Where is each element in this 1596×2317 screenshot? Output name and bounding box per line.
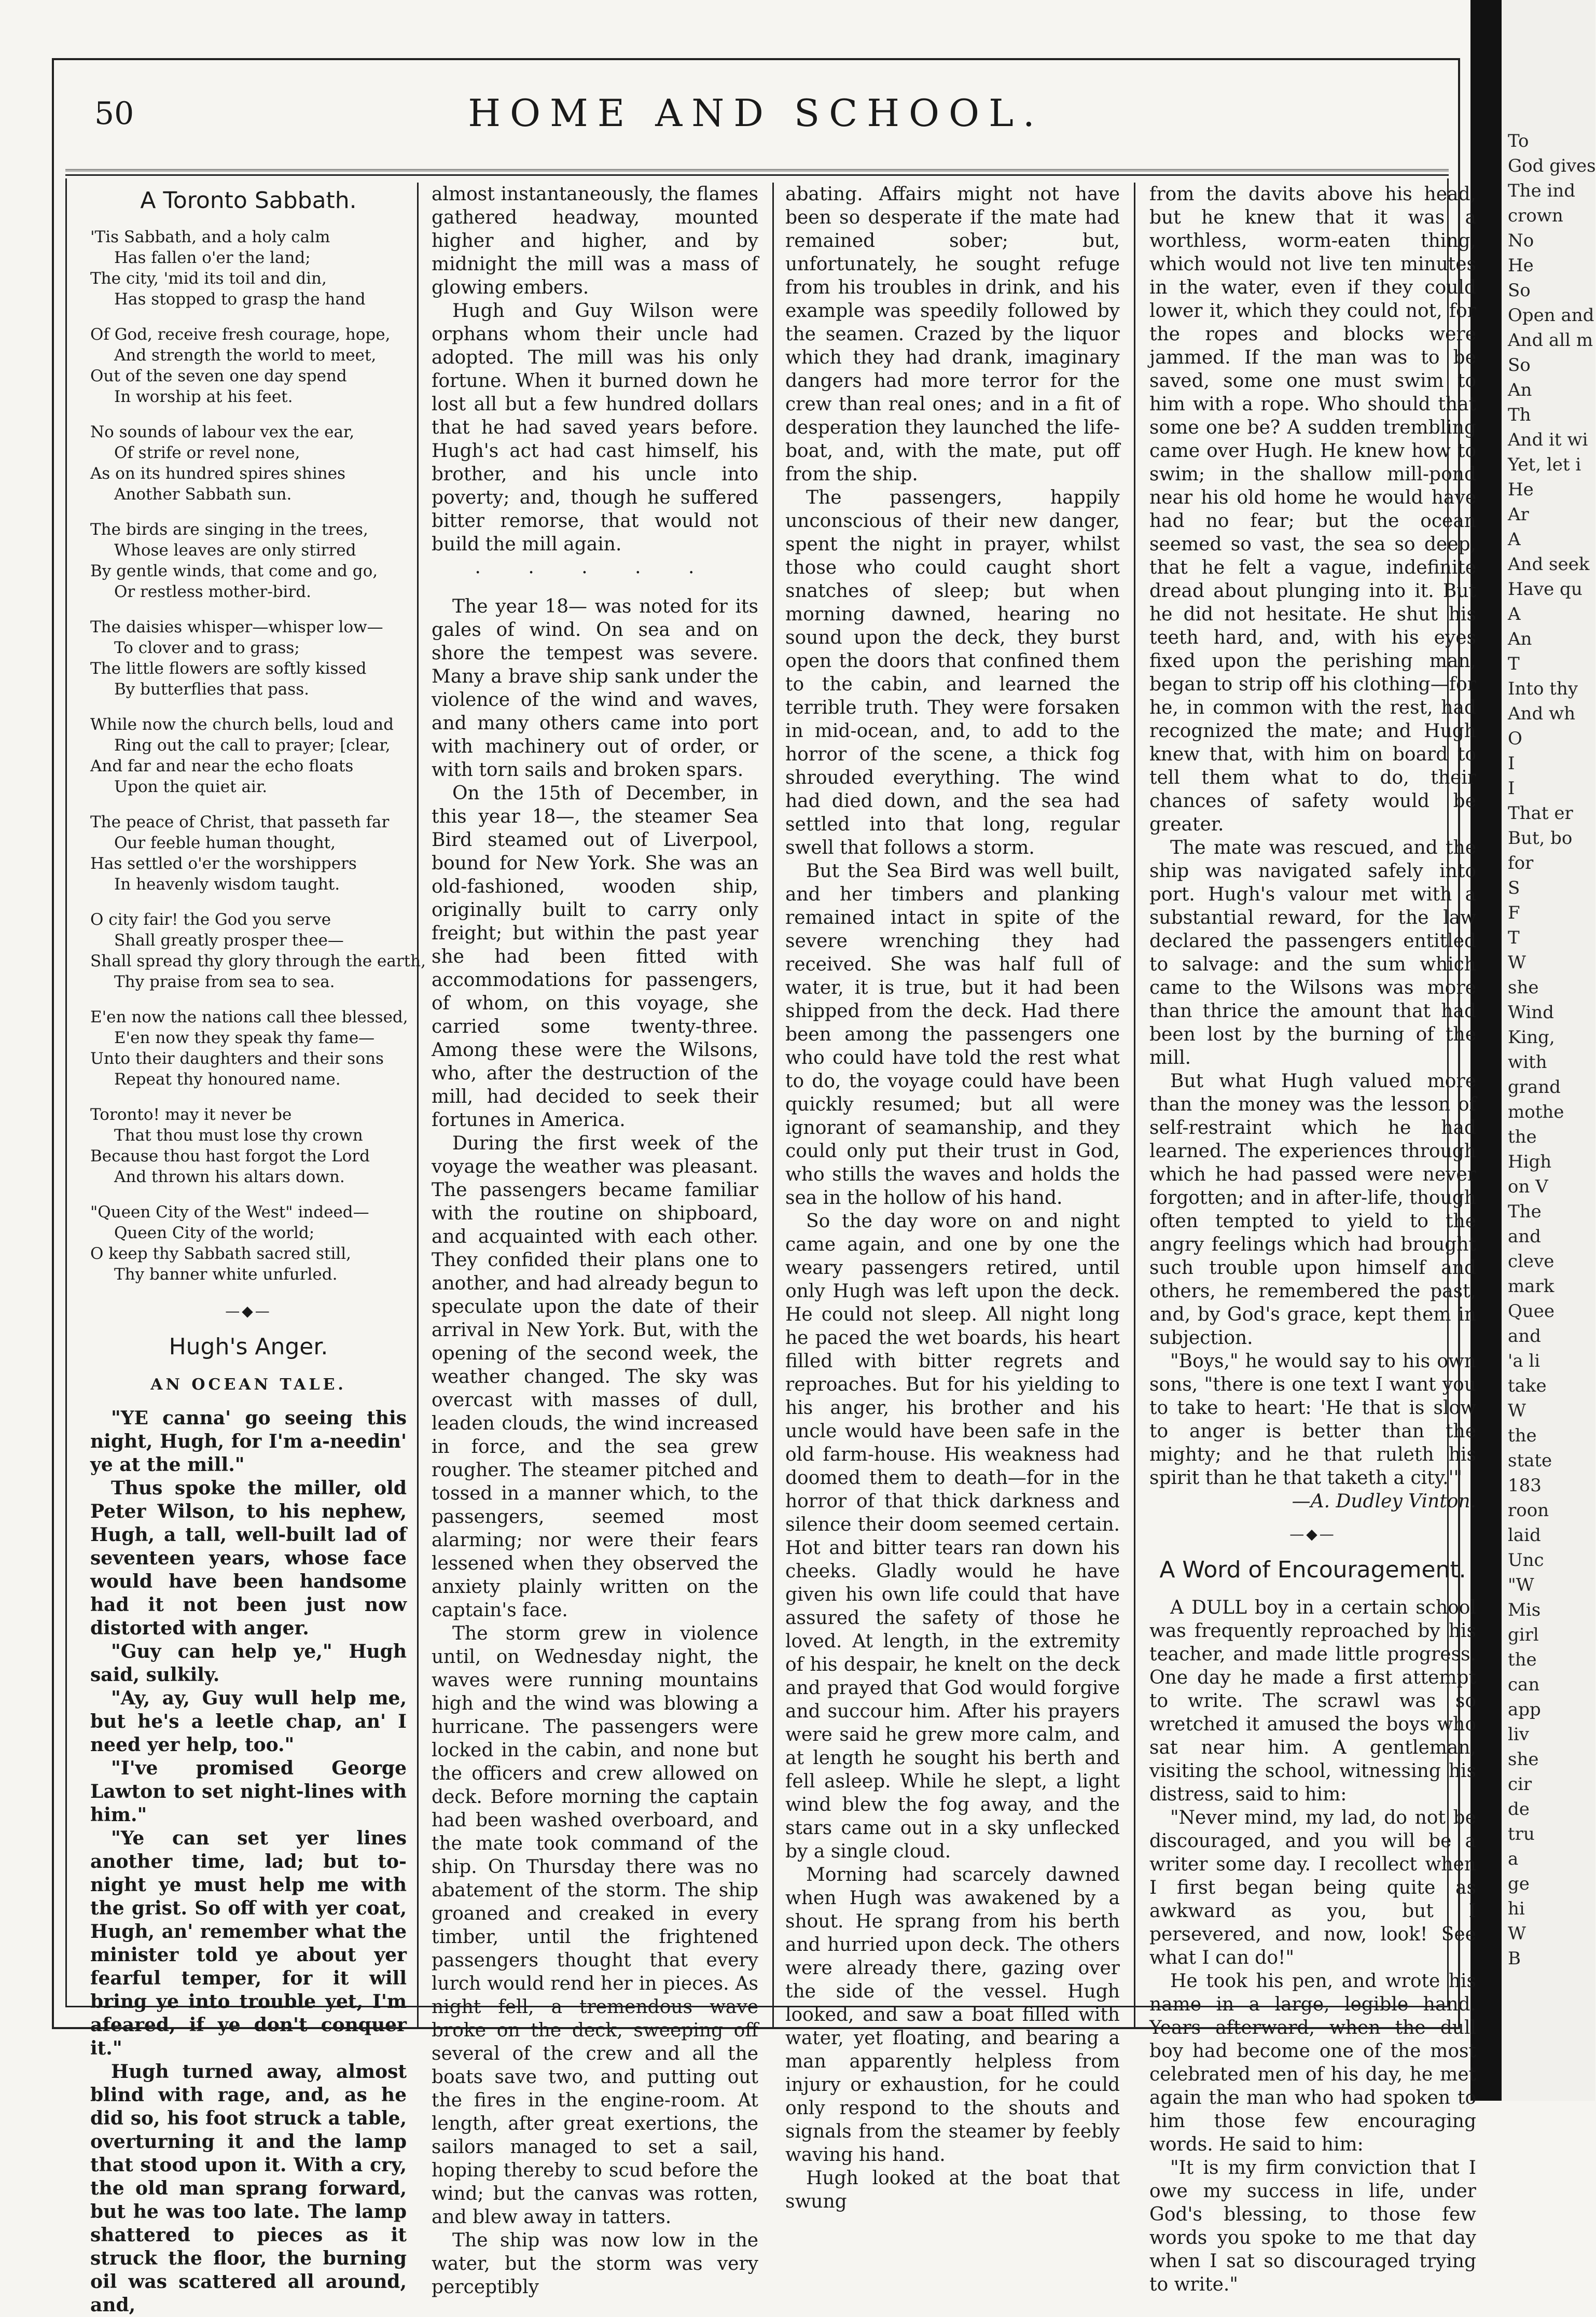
poem-line: O keep thy Sabbath sacred still, [90, 1244, 351, 1263]
poem-line: Of God, receive fresh courage, hope, [90, 325, 391, 344]
poem-line: O city fair! the God you serve [90, 910, 331, 929]
adjacent-page-text: and [1508, 1226, 1541, 1247]
column-rule [417, 183, 419, 2029]
header-rule [65, 169, 1449, 176]
adjacent-page-text: He [1508, 479, 1534, 500]
poem-line: Unto their daughters and their sons [90, 1049, 384, 1068]
poem-line: In heavenly wisdom taught. [114, 875, 340, 894]
column-2 [432, 183, 758, 2298]
poem-line: The birds are singing in the trees, [90, 520, 368, 539]
paragraph: During the first week of the voyage the weather was pleasant. The passengers became familiar with the routine on shipboard, and acquainted with each other. They confided their plans one to another, and had already begun to speculate upon the date of their arrival in New York. But, with the opening of the second week, the weather changed. The sky was overcast with masses of dull, leaden clouds, the wind increased in force, and the sea grew rougher. The steamer pitched and tossed in a manner which, to the passengers, seemed most alarming; nor were their fears lessened when they observed the anxiety plainly written on the captain's face. [432, 1133, 758, 1621]
adjacent-page-text: roon [1508, 1500, 1549, 1521]
adjacent-page-text: A [1508, 604, 1521, 625]
adjacent-page-text: An [1508, 380, 1532, 400]
poem-line: Out of the seven one day spend [90, 367, 347, 385]
adjacent-page-text: That er [1508, 803, 1573, 824]
adjacent-page-text: But, bo [1508, 828, 1573, 849]
paragraph: "Guy can help ye," Hugh said, sulkily. [90, 1641, 407, 1686]
adjacent-page-text: tru [1508, 1824, 1535, 1844]
encouragement-title: A Word of Encouragement. [1159, 1557, 1466, 1583]
adjacent-page-text: ge [1508, 1874, 1530, 1894]
poem-stanza [90, 812, 407, 895]
adjacent-page-text: take [1508, 1376, 1547, 1396]
poem-line: Thy praise from sea to sea. [114, 973, 335, 991]
poem-stanza [90, 519, 407, 602]
poem-stanza [90, 324, 407, 407]
paragraph: "Ye can set yer lines another time, lad; but to-night ye must help me with the grist. So off with yer coat, Hugh, an' remember what the minister told ye about yer fearful temper, for it will bring ye into trouble yet, I'm afeared, if ye don't conquer it." [90, 1827, 407, 2059]
adjacent-page-text: and [1508, 1326, 1541, 1347]
poem-line: And thrown his altars down. [114, 1168, 345, 1186]
story-opening [90, 1407, 407, 2317]
paragraph: The ship was now low in the water, but the storm was very perceptibly [432, 2230, 758, 2298]
adjacent-page-text: with [1508, 1052, 1547, 1073]
poem-line: Of strife or revel none, [114, 443, 300, 462]
paragraph: But what Hugh valued more than the money was the lesson of self-restraint which he had learned. The experiences through which he had passed were never forgotten; and in after-life, though often tempted to yield to the angry feelings which had brought such trouble upon himself and others, he remembered the past, and, by God's grace, kept them in subjection. [1149, 1071, 1476, 1349]
poem-stanza [90, 1104, 407, 1187]
adjacent-page-text: Into thy [1508, 678, 1578, 699]
column-rule [772, 183, 774, 2029]
adjacent-page-text: So [1508, 280, 1531, 301]
paragraph: —A. Dudley Vinton. [1292, 1491, 1476, 1512]
adjacent-page-text: Th [1508, 405, 1531, 425]
poem-line: Upon the quiet air. [114, 778, 268, 796]
poem-line: Shall spread thy glory through the earth, [90, 952, 426, 970]
paragraph: Hugh looked at the boat that swung [785, 2168, 1120, 2212]
adjacent-page-text: 'a li [1508, 1351, 1541, 1371]
adjacent-page-text: I [1508, 753, 1515, 774]
paragraph: Hugh turned away, almost blind with rage, and, as he did so, his foot struck a table, overturning it and the lamp that stood upon it. With a cry, the old man sprang forward, but he was too late. The lamp shattered to pieces as it struck the floor, the burning oil was scattered all around, and, [90, 2061, 407, 2316]
poem-line: Because thou hast forgot the Lord [90, 1147, 370, 1166]
poem-line: In worship at his feet. [114, 387, 293, 406]
poem-line: Or restless mother-bird. [114, 582, 311, 601]
poem-line: Thy banner white unfurled. [114, 1265, 338, 1284]
poem-line: As on its hundred spires shines [90, 464, 345, 483]
adjacent-page-text: O [1508, 728, 1522, 749]
poem-line: 'Tis Sabbath, and a holy calm [90, 228, 330, 246]
adjacent-page-fragment [1502, 0, 1595, 2101]
adjacent-page-text: the [1508, 1649, 1537, 1670]
adjacent-page-text: F [1508, 903, 1520, 923]
adjacent-page-text: de [1508, 1799, 1530, 1820]
paragraph: "Never mind, my lad, do not be discouraged, and you will be a writer some day. I recollect when I first began being quite as awkward as you, but I persevered, and now, look! See what I can do!" [1149, 1807, 1476, 1968]
adjacent-page-text: God gives [1508, 156, 1596, 176]
adjacent-page-text: crown [1508, 205, 1563, 226]
adjacent-page-text: To [1508, 131, 1529, 151]
paragraph: from the davits above his head, but he knew that it was a worthless, worm-eaten thing, which would not live ten minutes in the water, even if they could lower it, which they could not, for the ropes and blocks were jammed. If the man was to be saved, some one must swim to him with a rope. Who should that some one be? A sudden trembling came over Hugh. He knew how to swim; in the shallow mill-pond near his old home he would have had no fear; but the ocean seemed so vast, the sea so deep, that he felt a vague, indefinite dread about plunging into it. But he did not hesitate. He shut his teeth hard, and, with his eyes fixed upon the perishing man, began to strip off his clothing—for he, in common with the rest, had recognized the mate; and Hugh knew that, with him on board to tell them what to do, their chances of safety would be greater. [1149, 184, 1476, 835]
page-header [54, 60, 1458, 178]
poem-line: By gentle winds, that come and go, [90, 562, 378, 580]
paragraph: Hugh and Guy Wilson were orphans whom their uncle had adopted. The mill was his only fortune. When it burned down he lost all but a few hundred dollars that he had saved years before. Hugh's act had cast himself, his brother, and his uncle into poverty; and, though he suffered bitter remorse, that would not build the mill again. [432, 300, 758, 555]
poem-line: Has stopped to grasp the hand [114, 290, 366, 309]
adjacent-page-text: W [1508, 1400, 1526, 1421]
poem-line: That thou must lose thy crown [114, 1126, 363, 1145]
story-subtitle: AN OCEAN TALE. [150, 1376, 346, 1394]
poem-stanza [90, 617, 407, 700]
adjacent-page-text: hi [1508, 1898, 1525, 1919]
adjacent-page-text: Have qu [1508, 579, 1583, 600]
poem-stanza [90, 227, 407, 310]
poem-line: The daisies whisper—whisper low— [90, 618, 383, 636]
adjacent-page-text: 183 [1508, 1475, 1542, 1496]
adjacent-page-text: she [1508, 1749, 1539, 1770]
column-rule [1134, 183, 1135, 2029]
adjacent-page-text: she [1508, 977, 1539, 998]
adjacent-page-text: girl [1508, 1625, 1539, 1645]
section-break: · · · · · [475, 562, 715, 584]
adjacent-page-text: can [1508, 1674, 1540, 1695]
page-number: 50 [94, 95, 134, 132]
adjacent-page-text: on V [1508, 1176, 1548, 1197]
adjacent-page-text: And all m [1508, 330, 1593, 351]
adjacent-page-text: Wind [1508, 1002, 1554, 1023]
poem-line: And strength the world to meet, [114, 346, 377, 365]
page-frame [52, 58, 1476, 2316]
paragraph: almost instantaneously, the flames gathered headway, mounted higher and higher, and by midnight the mill was a mass of glowing embers. [432, 184, 758, 298]
encouragement-article [1149, 1596, 1476, 2296]
poem-line: And far and near the echo floats [90, 757, 354, 775]
adjacent-page-text: T [1508, 654, 1520, 674]
poem-line: Repeat thy honoured name. [114, 1070, 341, 1089]
poem-line: The peace of Christ, that passeth far [90, 813, 390, 831]
paragraph: "Ay, ay, Guy wull help me, but he's a leetle chap, an' I need yer help, too." [90, 1687, 407, 1756]
adjacent-page-text: I [1508, 778, 1515, 799]
poem-line: While now the church bells, loud and [90, 715, 394, 734]
adjacent-page-text: And it wi [1508, 429, 1588, 450]
adjacent-page-text: app [1508, 1699, 1541, 1720]
section-divider: —◆— [225, 1302, 272, 1320]
poem-stanza [90, 1202, 407, 1285]
adjacent-page-text: The [1508, 1201, 1542, 1222]
adjacent-page-text: W [1508, 952, 1526, 973]
adjacent-page-text: cleve [1508, 1251, 1555, 1272]
poem [90, 227, 426, 1285]
adjacent-page-text: liv [1508, 1724, 1529, 1745]
adjacent-page-text: the [1508, 1127, 1537, 1147]
adjacent-page-text: A [1508, 529, 1521, 550]
adjacent-page-text: Open and [1508, 305, 1594, 326]
adjacent-page-text: mark [1508, 1276, 1555, 1297]
adjacent-page-text: He [1508, 255, 1534, 276]
paragraph: A DULL boy in a certain school was frequently reproached by his teacher, and made little progress. One day he made a first attempt to write. The scrawl was so wretched it amused the boys who sat near him. A gentleman, visiting the school, witnessing his distress, said to him: [1149, 1597, 1476, 1805]
section-divider: —◆— [1289, 1525, 1336, 1543]
adjacent-page-text: B [1508, 1948, 1521, 1969]
poem-line: The city, 'mid its toil and din, [90, 269, 327, 288]
adjacent-page-text: a [1508, 1849, 1519, 1869]
poem-line: Ring out the call to prayer; [clear, [114, 736, 391, 755]
adjacent-page-text: King, [1508, 1027, 1555, 1048]
adjacent-page-text: The ind [1508, 181, 1576, 201]
paragraph: The mate was rescued, and the ship was navigated safely into port. Hugh's valour met with a substantial reward, for the law declared the passengers entitled to salvage: and the sum which came to the Wilsons was more than thrice the amount that had been lost by the burning of the mill. [1149, 837, 1476, 1069]
adjacent-page-text: So [1508, 355, 1531, 376]
poem-line: Another Sabbath sun. [114, 485, 292, 504]
poem-stanza [90, 714, 407, 797]
poem-stanza [90, 909, 426, 992]
paragraph: Morning had scarcely dawned when Hugh was awakened by a shout. He sprang from his berth and hurried upon deck. The others were already there, gazing over the side of the vessel. Hugh looked, and saw a boat filled with water, yet floating, and bearing a man apparently helpless from injury or exhaustion, for he could only respond to the shouts and signals from the steamer by feebly waving his hand. [785, 1864, 1120, 2166]
adjacent-page-text: T [1508, 927, 1520, 948]
adjacent-page-text: Quee [1508, 1301, 1555, 1322]
adjacent-page-text: High [1508, 1151, 1552, 1172]
adjacent-page-text: W [1508, 1923, 1526, 1944]
paragraph: But the Sea Bird was well built, and her timbers and planking remained intact in spite of the severe wrenching they had received. She was half full of water, it is true, but it had been shipped from the deck. Had there been among the passengers one who could have told the rest what to do, the voyage could have been quickly resumed; but all were ignorant of seamanship, and they could only put their trust in God, who stills the waves and holds the sea in the hollow of his hand. [785, 861, 1120, 1209]
adjacent-page-text: No [1508, 230, 1534, 251]
poem-line: "Queen City of the West" indeed— [90, 1203, 369, 1222]
story-conclusion [1149, 183, 1476, 1513]
adjacent-page-text: And wh [1508, 703, 1576, 724]
adjacent-page-text: the [1508, 1425, 1537, 1446]
column-1 [90, 183, 426, 2316]
paragraph: "Boys," he would say to his own sons, "there is one text I want you to take to heart: 'He that is slow to anger is better than the mighty; and he that ruleth his spirit than he that taketh a city.'" [1149, 1351, 1476, 1489]
poem-stanza [90, 1007, 407, 1090]
paragraph: He took his pen, and wrote his name in a large, legible hand. Years afterward, when the dull boy had become one of the most celebrated men of his day, he met again the man who had spoken to him those few encouraging words. He said to him: [1149, 1971, 1476, 2155]
paragraph: "YE canna' go seeing this night, Hugh, for I'm a-needin' ye at the mill." [90, 1407, 407, 1476]
adjacent-page-text: Ar [1508, 504, 1529, 525]
adjacent-page-text: state [1508, 1450, 1552, 1471]
paragraph: The storm grew in violence until, on Wednesday night, the waves were running mountains high and the wind was blowing a hurricane. The passengers were locked in the cabin, and none but the officers and crew allowed on deck. Before morning the captain had been washed overboard, and the mate took command of the ship. On Thursday there was no abatement of the storm. The ship groaned and creaked in every timber, until the frightened passengers thought that every lurch would rend her in pieces. As night fell, a tremendous wave broke on the deck, sweeping off several of the crew and all the boats save two, and putting out the fires in the engine-room. At length, after great exertions, the sailors managed to set a sail, hoping thereby to scud before the wind; but the canvas was rotten, and blew away in tatters. [432, 1623, 758, 2228]
poem-line: Has fallen o'er the land; [114, 248, 311, 267]
poem-line: The little flowers are softly kissed [90, 659, 367, 678]
adjacent-page-text: Mis [1508, 1600, 1541, 1620]
adjacent-page-text: Unc [1508, 1550, 1544, 1571]
adjacent-page-text: And seek [1508, 554, 1590, 575]
adjacent-page-text: S [1508, 878, 1520, 898]
adjacent-page-text: for [1508, 853, 1534, 873]
poem-title: A Toronto Sabbath. [140, 187, 357, 214]
poem-line: Whose leaves are only stirred [114, 541, 356, 560]
story-title: Hugh's Anger. [169, 1334, 328, 1360]
adjacent-page-text: cir [1508, 1774, 1532, 1795]
poem-line: No sounds of labour vex the ear, [90, 423, 355, 441]
adjacent-page-text: grand [1508, 1077, 1561, 1098]
adjacent-page-text: laid [1508, 1525, 1541, 1546]
poem-line: E'en now they speak thy fame— [114, 1029, 375, 1047]
poem-line: E'en now the nations call thee blessed, [90, 1008, 408, 1026]
paragraph: On the 15th of December, in this year 18—, the steamer Sea Bird steamed out of Liverpool, bound for New York. She was an old-fashioned, wooden ship, originally built to carry only freight; but within the past year she had been fitted with accommodations for passengers, of whom, on this voyage, she carried some twenty-three. Among these were the Wilsons, who, after the destruction of the mill, had decided to seek their fortunes in America. [432, 783, 758, 1131]
paragraph: Thus spoke the miller, old Peter Wilson, to his nephew, Hugh, a tall, well-built lad of seventeen years, whose face would have been handsome had it not been just now distorted with anger. [90, 1477, 407, 1639]
paragraph: abating. Affairs might not have been so desperate if the mate had remained sober; but, unfortunately, he sought refuge from his troubles in drink, and his example was speedily followed by the seamen. Crazed by the liquor which they had drank, imaginary dangers had more terror for the crew than real ones; and in a fit of desperation they launched the life-boat, and, with the mate, put off from the ship. [785, 184, 1120, 485]
poem-line: Toronto! may it never be [90, 1105, 292, 1124]
poem-stanza [90, 422, 407, 505]
paragraph: "It is my firm conviction that I owe my success in life, under God's blessing, to those few words you spoke to me that day when I sat so discouraged trying to write." [1149, 2157, 1476, 2295]
adjacent-page-text: mothe [1508, 1102, 1564, 1122]
paragraph: "I've promised George Lawton to set night-lines with him." [90, 1757, 407, 1826]
poem-line: Our feeble human thought, [114, 834, 336, 852]
paragraph: So the day wore on and night came again, and one by one the weary passengers retired, until only Hugh was left upon the deck. He could not sleep. All night long he paced the wet boards, his heart filled with bitter regrets and reproaches. But for his yielding to his anger, his brother and his uncle would have been safe in the old farm-house. His weakness had doomed them to death—for in the horror of that thick darkness and silence their doom seemed certain. Hot and bitter tears ran down his cheeks. Gladly would he have given his own life could that have assured the safety of those he loved. At length, in the extremity of his despair, he knelt on the deck and prayed that God would forgive and succour him. After his prayers were said he grew more calm, and at length he sought his berth and fell asleep. While he slept, a light wind blew the fog away, and the stars came out in a sky unflecked by a single cloud. [785, 1211, 1120, 1862]
poem-line: Shall greatly prosper thee— [114, 931, 344, 950]
adjacent-page-text: Yet, let i [1508, 454, 1581, 475]
paragraph: The year 18— was noted for its gales of wind. On sea and on shore the tempest was severe. Many a brave ship sank under the violence of the wind and waves, and many others came into port with machinery out of order, or with torn sails and broken spars. [432, 596, 758, 781]
running-title: HOME AND SCHOOL. [468, 91, 1044, 135]
poem-line: To clover and to grass; [114, 639, 300, 657]
column-4 [1149, 183, 1476, 2295]
column-3 [785, 183, 1120, 2212]
adjacent-page-text: An [1508, 629, 1532, 649]
poem-line: By butterflies that pass. [114, 680, 309, 699]
adjacent-page-text: "W [1508, 1575, 1534, 1595]
paragraph: The passengers, happily unconscious of their new danger, spent the night in prayer, whilst those who could caught short snatches of sleep; but when morning dawned, hearing no sound upon the deck, they burst open the doors that confined them to the cabin, and learned the terrible truth. They were forsaken in mid-ocean, and, to add to the horror of the scene, a thick fog shrouded everything. The wind had died down, and the sea had settled into that long, regular swell that follows a storm. [785, 487, 1120, 858]
poem-line: Queen City of the world; [114, 1224, 315, 1242]
poem-line: Has settled o'er the worshippers [90, 854, 357, 873]
